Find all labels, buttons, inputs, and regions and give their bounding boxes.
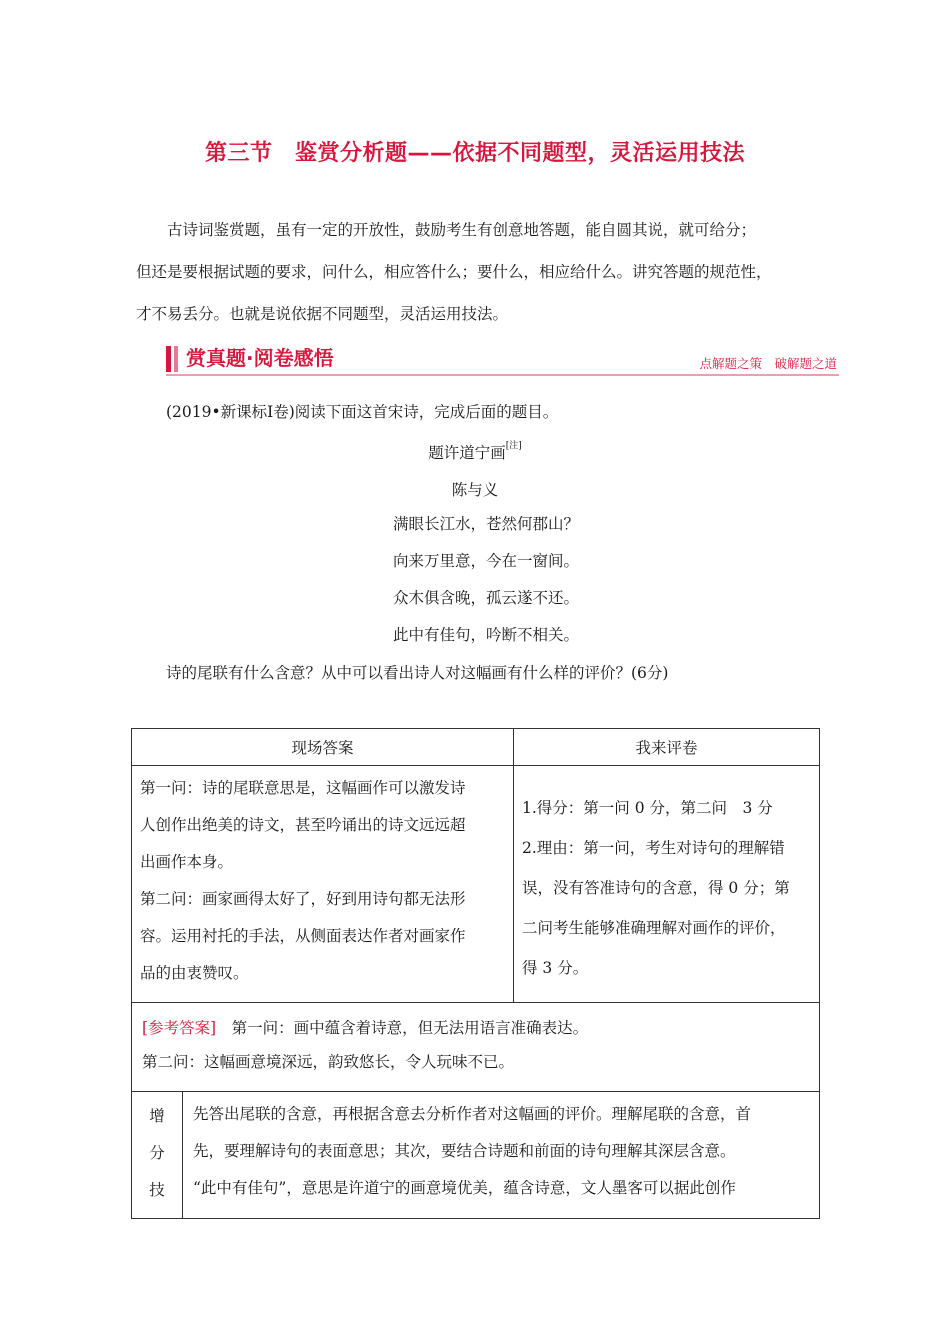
- review-cell: [514, 766, 820, 1003]
- tips-line: 先答出尾联的含意，再根据含意去分析作者对这幅画的评价。理解尾联的含意，首: [193, 1105, 752, 1123]
- page-title: 第三节 鉴赏分析题——依据不同题型，灵活运用技法: [204, 141, 745, 166]
- poem-title-text: 题许道宁画: [428, 444, 506, 462]
- tips-label-cell: [132, 1092, 183, 1219]
- intro-paragraph: [136, 209, 826, 335]
- banner-underline: [166, 374, 839, 376]
- table-header-review: 我来评卷: [514, 729, 820, 766]
- answer-line: 出画作本身。: [140, 853, 234, 871]
- poem-note-mark: [注]: [505, 441, 522, 451]
- section-banner: [166, 344, 839, 374]
- question-source: (2019•新课标Ⅰ卷)阅读下面这首宋诗，完成后面的题目。: [166, 403, 559, 421]
- student-answer-cell: [132, 766, 514, 1003]
- poem-line: 向来万里意，今在一窗间。: [393, 552, 580, 570]
- question-text: 诗的尾联有什么含意？从中可以看出诗人对这幅画有什么样的评价？(6分): [166, 664, 669, 682]
- reference-answer-line: 第一问：画中蕴含着诗意，但无法用语言准确表达。: [216, 1019, 589, 1037]
- answer-line: 第一问：诗的尾联意思是，这幅画作可以激发诗: [140, 779, 466, 797]
- poem-line: 此中有佳句，吟断不相关。: [393, 626, 580, 644]
- banner-subheading: 点解题之策 破解题之道: [699, 356, 837, 371]
- review-line: 2.理由：第一问，考生对诗句的理解错: [522, 839, 785, 857]
- answer-line: 第二问：画家画得太好了，好到用诗句都无法形: [140, 890, 466, 908]
- answer-line: 容。运用衬托的手法，从侧面表达作者对画家作: [140, 927, 466, 945]
- answer-line: 品的由衷赞叹。: [140, 964, 249, 982]
- intro-line: 才不易丢分。也就是说依据不同题型，灵活运用技法。: [136, 305, 509, 323]
- reference-answer-tag: [参考答案]: [142, 1019, 217, 1037]
- tips-line: 先，要理解诗句的表面意思；其次，要结合诗题和前面的诗句理解其深层含意。: [193, 1142, 736, 1160]
- tips-label-char: 分: [149, 1144, 165, 1162]
- review-line: 1.得分：第一问 0 分，第二问 3 分: [522, 799, 773, 817]
- reference-answer-line: 第二问：这幅画意境深远，韵致悠长，令人玩味不已。: [142, 1053, 515, 1071]
- banner-heading: 赏真题·阅卷感悟: [186, 346, 334, 370]
- banner-accent-bar: [174, 346, 178, 372]
- table-header-answer: 现场答案: [132, 729, 514, 766]
- answer-line: 人创作出绝美的诗文，甚至吟诵出的诗文远远超: [140, 816, 466, 834]
- tips-line: “此中有佳句”，意思是许道宁的画意境优美，蕴含诗意，文人墨客可以据此创作: [193, 1179, 736, 1197]
- banner-accent-bar: [166, 346, 171, 372]
- tips-label-char: 技: [149, 1181, 165, 1199]
- reference-answer-cell: [132, 1003, 820, 1092]
- poem-line: 满眼长江水，苍然何郡山？: [393, 515, 580, 533]
- review-line: 得 3 分。: [522, 959, 589, 977]
- poem-title: [0, 441, 950, 463]
- tips-label-char: 增: [149, 1107, 165, 1125]
- review-line: 误，没有答准诗句的含意，得 0 分；第: [522, 879, 790, 897]
- poem-author: 陈与义: [451, 481, 499, 499]
- poem-line: 众木俱含晚，孤云遂不还。: [393, 589, 580, 607]
- review-line: 二问考生能够准确理解对画作的评价，: [522, 919, 786, 937]
- intro-line: 古诗词鉴赏题，虽有一定的开放性，鼓励考生有创意地答题，能自圆其说，就可给分；: [167, 221, 757, 239]
- tips-body-cell: [183, 1092, 820, 1219]
- intro-line: 但还是要根据试题的要求，问什么，相应答什么；要什么，相应给什么。讲究答题的规范性，: [136, 263, 772, 281]
- answer-table: [131, 728, 820, 1219]
